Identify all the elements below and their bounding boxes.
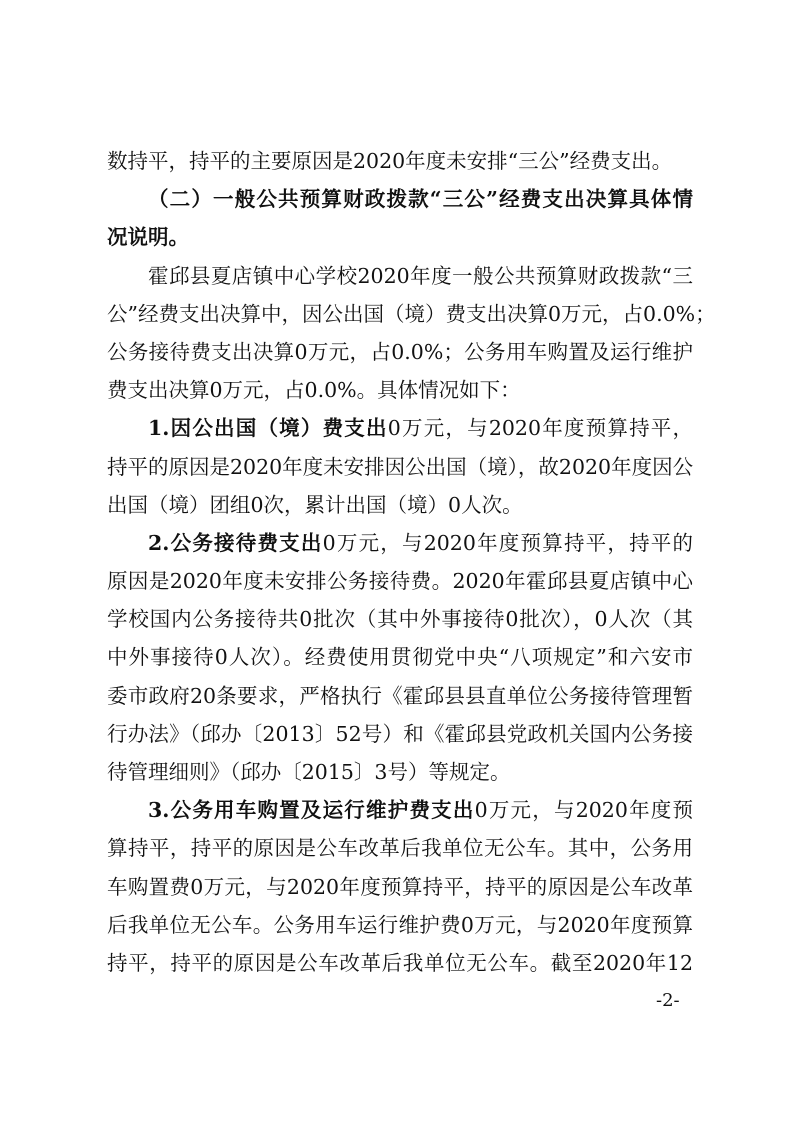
text-line — [107, 944, 693, 982]
text-line — [107, 409, 693, 447]
text-line — [107, 295, 716, 333]
section-heading-line — [107, 218, 693, 256]
line-text: 委市政府20条要求，严格执行《霍邱县县直单位公务接待管理暂 — [107, 683, 693, 708]
line-text: 公”经费支出决算中，因公出国（境）费支出决算0万元，占0.0%； — [107, 301, 716, 326]
text-line — [107, 868, 693, 906]
text-line — [107, 486, 693, 524]
line-text: 0万元，与2020年度预算持平， — [387, 416, 693, 441]
line-text: 学校国内公务接待共0批次（其中外事接待0批次），0人次（其 — [107, 607, 693, 632]
bold-item-label: 1.因公出国（境）费支出 — [148, 416, 388, 441]
line-text: 待管理细则》（邱办〔2015〕3号）等规定。 — [107, 760, 511, 784]
text-line — [107, 448, 693, 486]
text-line — [107, 333, 693, 371]
text-line — [107, 829, 693, 867]
text-line — [107, 562, 693, 600]
text-line — [107, 371, 693, 409]
text-line — [107, 524, 693, 562]
line-text: 公务接待费支出决算0万元，占0.0%；公务用车购置及运行维护 — [107, 339, 693, 364]
text-line — [107, 677, 693, 715]
text-line — [107, 753, 693, 791]
line-text: 持平，持平的原因是公车改革后我单位无公车。截至2020年12 — [107, 950, 693, 975]
page-number: -2- — [656, 990, 680, 1011]
line-text: 出国（境）团组0次，累计出国（境）0人次。 — [107, 492, 523, 517]
line-text: 车购置费0万元，与2020年度预算持平，持平的原因是公车改革 — [107, 874, 693, 899]
bold-item-label: 3.公务用车购置及运行维护费支出 — [148, 798, 475, 823]
section-heading-line — [107, 180, 693, 218]
text-line — [107, 906, 693, 944]
line-text: 数持平，持平的主要原因是2020年度未安排“三公”经费支出。 — [107, 149, 673, 173]
text-line — [107, 600, 693, 638]
text-line — [107, 715, 693, 753]
line-text: 霍邱县夏店镇中心学校2020年度一般公共预算财政拨款“三 — [148, 263, 693, 288]
line-text: 0万元，与2020年度预算持平，持平的 — [322, 530, 694, 555]
text-line — [107, 791, 693, 829]
text-line — [107, 142, 693, 180]
line-text: 0万元，与2020年度预 — [474, 798, 694, 823]
document-body — [107, 142, 716, 982]
line-text: 中外事接待0人次）。经费使用贯彻党中央“八项规定”和六安市 — [107, 645, 693, 670]
line-text: 算持平，持平的原因是公车改革后我单位无公车。其中，公务用 — [107, 836, 693, 861]
line-text: 持平的原因是2020年度未安排因公出国（境），故2020年度因公 — [107, 454, 694, 479]
text-line — [107, 638, 693, 676]
line-text: 原因是2020年度未安排公务接待费。2020年霍邱县夏店镇中心 — [107, 569, 693, 594]
line-text: 况说明。 — [107, 225, 189, 250]
line-text: （二）一般公共预算财政拨款“三公”经费支出决算具体情 — [148, 187, 693, 212]
bold-item-label: 2.公务接待费支出 — [148, 530, 323, 555]
text-line — [107, 257, 693, 295]
line-text: 行办法》（邱办〔2013〕52号）和《霍邱县党政机关国内公务接 — [107, 721, 693, 746]
line-text: 费支出决算0万元，占0.0%。具体情况如下： — [107, 378, 521, 403]
line-text: 后我单位无公车。公务用车运行维护费0万元，与2020年度预算 — [107, 912, 693, 937]
